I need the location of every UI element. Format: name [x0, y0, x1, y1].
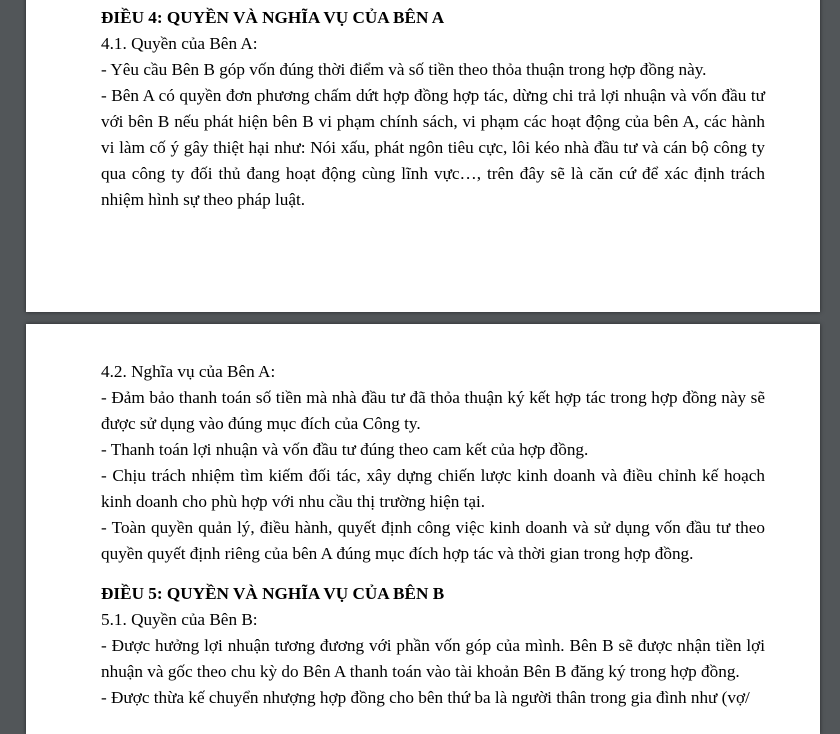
page-2-content	[101, 359, 765, 711]
paragraph: - Được hưởng lợi nhuận tương đương với phần vốn góp của mình. Bên B sẽ được nhận tiền lợi nhuận và gốc theo chu kỳ do Bên A thanh toán vào tài khoản Bên B đăng ký trong hợp đồng.	[101, 636, 765, 681]
document-page-1	[26, 0, 820, 312]
paragraph: - Chịu trách nhiệm tìm kiếm đối tác, xây dựng chiến lược kinh doanh và điều chỉnh kế hoạch kinh doanh cho phù hợp với nhu cầu thị trường hiện tại.	[101, 466, 765, 511]
paragraph: - Thanh toán lợi nhuận và vốn đầu tư đúng theo cam kết của hợp đồng.	[101, 440, 589, 459]
paragraph: - Bên A có quyền đơn phương chấm dứt hợp đồng hợp tác, dừng chi trả lợi nhuận và vốn đầu tư với bên B nếu phát hiện bên B vi phạm chính sách, vi phạm các hoạt động của bên A, các hành vi làm cố ý gây thiệt hại như: Nói xấu, phát ngôn tiêu cực, lôi kéo nhà đầu tư và cán bộ công ty qua công ty đối thủ đang hoạt động cùng lĩnh vực…, trên đây sẽ là căn cứ để xác định trách nhiệm hình sự theo pháp luật.	[101, 86, 765, 209]
paragraph: - Đảm bảo thanh toán số tiền mà nhà đầu tư đã thỏa thuận ký kết hợp tác trong hợp đồng này sẽ được sử dụng vào đúng mục đích của Công ty.	[101, 388, 765, 433]
section-4-1-heading: 4.1. Quyền của Bên A:	[101, 34, 258, 53]
paragraph: - Toàn quyền quản lý, điều hành, quyết định công việc kinh doanh và sử dụng vốn đầu tư theo quyền quyết định riêng của bên A đúng mục đích hợp tác và thời gian trong hợp đồng.	[101, 518, 765, 563]
section-4-2-heading: 4.2. Nghĩa vụ của Bên A:	[101, 362, 276, 381]
section-5-1-heading: 5.1. Quyền của Bên B:	[101, 610, 258, 629]
page-1-content	[101, 5, 765, 213]
paragraph: - Yêu cầu Bên B góp vốn đúng thời điểm và số tiền theo thỏa thuận trong hợp đồng này.	[101, 60, 707, 79]
paragraph: - Được thừa kế chuyển nhượng hợp đồng cho bên thứ ba là người thân trong gia đình như (vợ/	[101, 688, 750, 707]
document-page-2	[26, 324, 820, 734]
article-4-heading: ĐIỀU 4: QUYỀN VÀ NGHĨA VỤ CỦA BÊN A	[101, 8, 445, 27]
article-5-heading: ĐIỀU 5: QUYỀN VÀ NGHĨA VỤ CỦA BÊN B	[101, 584, 445, 603]
